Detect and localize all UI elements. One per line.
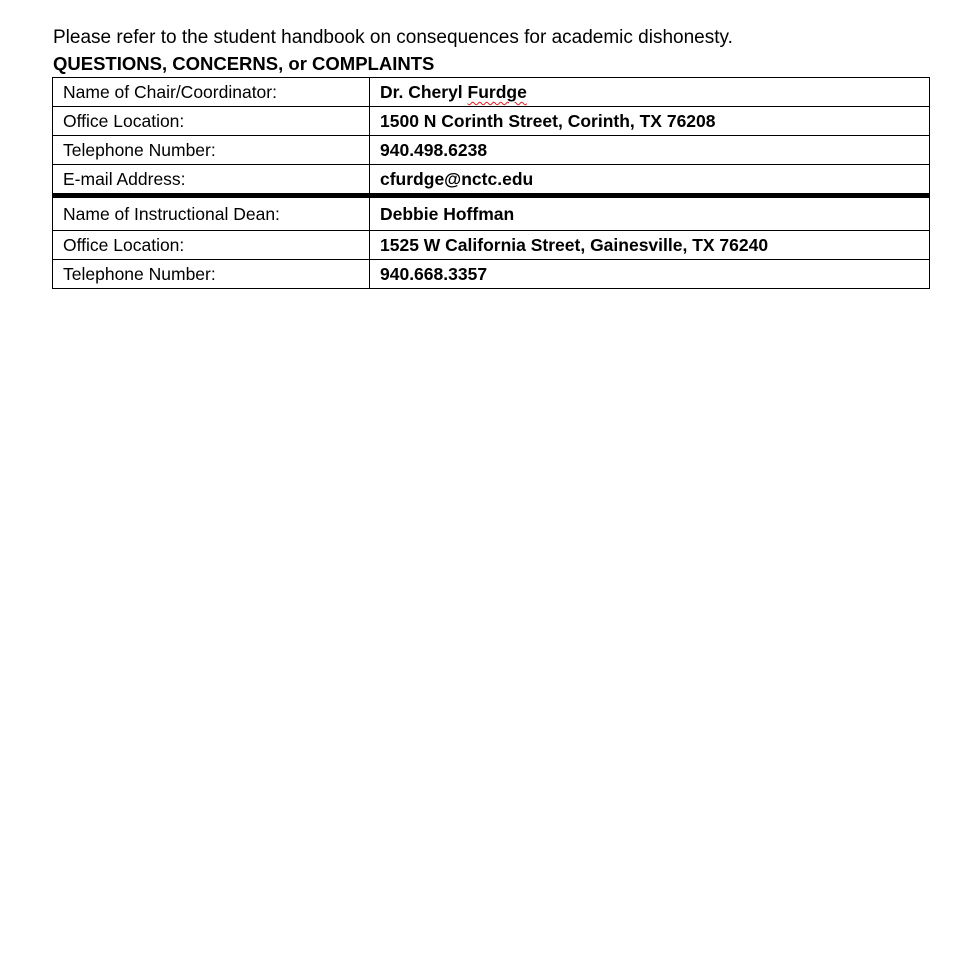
chair-name-prefix: Dr. Cheryl (380, 82, 468, 102)
chair-email-label: E-mail Address: (53, 165, 370, 196)
table-row (53, 136, 930, 165)
dean-name-value: Debbie Hoffman (370, 196, 930, 231)
document-page (53, 24, 931, 289)
dean-office-label: Office Location: (53, 231, 370, 260)
dean-name-label: Name of Instructional Dean: (53, 196, 370, 231)
table-row (53, 260, 930, 289)
contact-table (52, 77, 930, 289)
dean-office-value: 1525 W California Street, Gainesville, TX 76240 (370, 231, 930, 260)
chair-office-value: 1500 N Corinth Street, Corinth, TX 76208 (370, 107, 930, 136)
chair-name-label: Name of Chair/Coordinator: (53, 78, 370, 107)
table-row (53, 107, 930, 136)
section-heading: QUESTIONS, CONCERNS, or COMPLAINTS (53, 53, 435, 74)
chair-office-label: Office Location: (53, 107, 370, 136)
table-row (53, 165, 930, 196)
chair-name-surname-spellcheck: Furdge (467, 82, 527, 102)
table-row (53, 196, 930, 231)
chair-email-value: cfurdge@nctc.edu (370, 165, 930, 196)
dean-phone-label: Telephone Number: (53, 260, 370, 289)
dean-phone-value: 940.668.3357 (370, 260, 930, 289)
chair-phone-label: Telephone Number: (53, 136, 370, 165)
table-row (53, 78, 930, 107)
chair-name-value (370, 78, 930, 107)
chair-phone-value: 940.498.6238 (370, 136, 930, 165)
table-row (53, 231, 930, 260)
intro-paragraph: Please refer to the student handbook on consequences for academic dishonesty. (53, 27, 733, 48)
